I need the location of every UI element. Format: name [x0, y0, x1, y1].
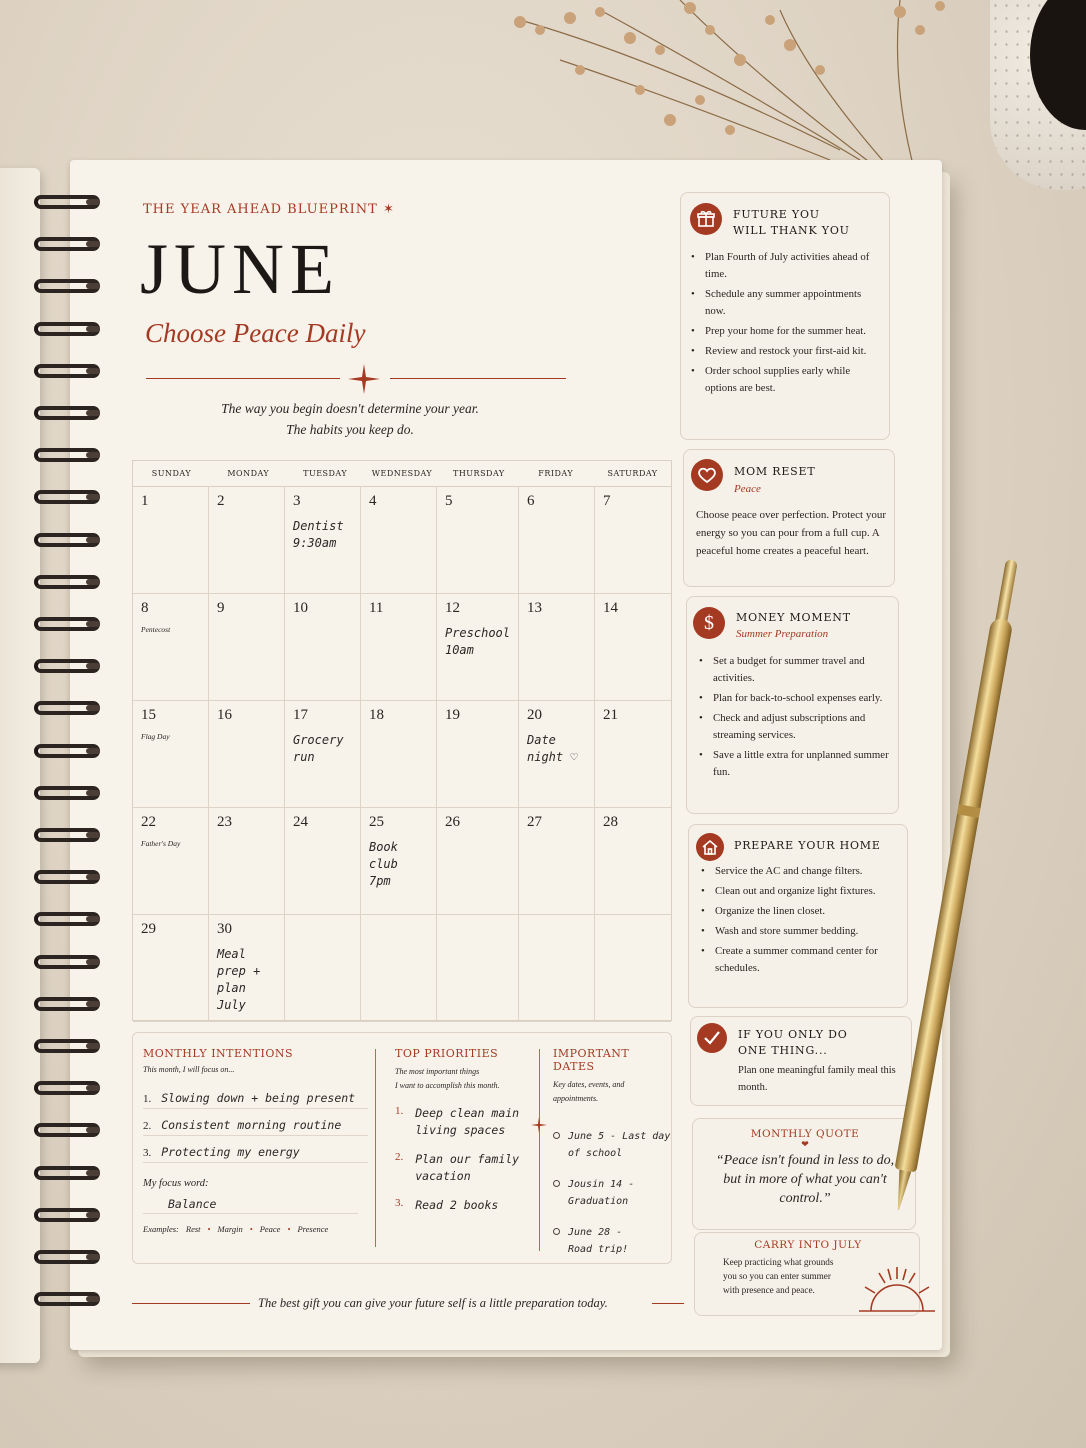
- examples-label: Examples:: [143, 1224, 179, 1234]
- mom-reset-title: MOM RESET: [734, 465, 816, 478]
- footer-rule-right: [652, 1303, 684, 1304]
- check-icon: [697, 1023, 727, 1053]
- weekday-header: [133, 461, 671, 487]
- binding-ring: [34, 1250, 100, 1264]
- calendar-day-cell[interactable]: [285, 701, 361, 808]
- priority-item: [395, 1151, 545, 1185]
- binding-ring: [34, 617, 100, 631]
- separator-dot: •: [207, 1224, 211, 1234]
- bullet-item: • Schedule any summer appointments now.: [691, 286, 881, 320]
- item-number: 2.: [395, 1151, 404, 1163]
- intention-item: [143, 1118, 368, 1136]
- binding-ring: [34, 1081, 100, 1095]
- day-number: 24: [292, 814, 308, 830]
- day-number: 9: [216, 600, 225, 616]
- calendar-day-cell[interactable]: [285, 915, 361, 1022]
- separator-dot: •: [249, 1224, 253, 1234]
- calendar-day-cell[interactable]: [595, 808, 671, 915]
- day-number: 3: [292, 493, 301, 509]
- bullet-item: • Clean out and organize light fixtures.: [701, 883, 901, 900]
- day-number: 30: [216, 921, 232, 937]
- day-number: 19: [444, 707, 460, 723]
- binding-ring: [34, 364, 100, 378]
- binding-ring: [34, 744, 100, 758]
- day-number: 12: [444, 600, 460, 616]
- quote-title: MONTHLY QUOTE: [750, 1128, 860, 1140]
- day-number: 20: [527, 707, 542, 723]
- calendar-day-cell[interactable]: [437, 594, 519, 701]
- bullet-item: • Set a budget for summer travel and activities.: [699, 653, 891, 687]
- handwritten-note: Date night ♡: [527, 733, 578, 764]
- intentions-list: [143, 1091, 368, 1163]
- money-moment-title: MONEY MOMENT: [736, 611, 851, 624]
- day-number: 26: [444, 814, 460, 830]
- quote-text: “Peace isn't found in less to do, but in more of what you can't control.”: [715, 1153, 895, 1206]
- day-number: 22: [141, 814, 156, 830]
- day-number: 28: [603, 814, 618, 830]
- bullet-item: • Service the AC and change filters.: [701, 863, 901, 880]
- weekday-label: SATURDAY: [607, 469, 658, 478]
- item-number: 3.: [395, 1197, 404, 1209]
- priority-text: Plan our family vacation: [415, 1152, 520, 1183]
- priorities-title: TOP PRIORITIES: [395, 1047, 499, 1060]
- holiday-label: Father's Day: [141, 839, 181, 848]
- calendar-day-cell[interactable]: [361, 915, 437, 1022]
- day-number: 17: [292, 707, 308, 723]
- day-number: 10: [292, 600, 308, 616]
- dates-subtitle: Key dates, events, and appointments.: [553, 1080, 625, 1103]
- bullet-item: • Save a little extra for unplanned summer fun.: [699, 747, 891, 781]
- calendar-day-cell[interactable]: [209, 915, 285, 1022]
- day-number: 6: [527, 493, 535, 509]
- calendar-day-cell[interactable]: [285, 487, 361, 594]
- bullet-item: • Check and adjust subscriptions and streaming services.: [699, 710, 891, 744]
- bullet-item: • Prep your home for the summer heat.: [691, 323, 881, 340]
- heart-icon: [691, 459, 723, 491]
- calendar-day-cell[interactable]: [209, 594, 285, 701]
- house-icon: [696, 833, 724, 861]
- handwritten-note: Preschool 10am: [444, 626, 510, 657]
- example-word: Presence: [297, 1224, 329, 1234]
- priorities-list: [395, 1105, 545, 1214]
- important-date-item: [553, 1176, 671, 1210]
- day-number: 13: [527, 600, 542, 616]
- item-number: 3.: [143, 1147, 152, 1159]
- bullet-circle: [553, 1180, 560, 1187]
- calendar-day-cell[interactable]: [133, 701, 209, 808]
- tagline: The way you begin doesn't determine your year. The habits you keep do.: [221, 401, 479, 437]
- money-moment-card: [686, 596, 899, 814]
- day-number: 15: [141, 707, 156, 723]
- important-dates: [553, 1047, 671, 1272]
- priority-item: [395, 1197, 545, 1214]
- day-number: 27: [527, 814, 542, 830]
- month-title: JUNE: [140, 229, 340, 309]
- calendar-day-cell[interactable]: [133, 808, 209, 915]
- top-priorities: [395, 1047, 545, 1226]
- weekday-label: MONDAY: [227, 469, 270, 478]
- intention-text: Protecting my energy: [161, 1145, 300, 1159]
- weekday-label: WEDNESDAY: [371, 469, 433, 478]
- one-thing-body: Plan one meaningful family meal this month.: [738, 1065, 896, 1093]
- priority-text: Deep clean main living spaces: [415, 1106, 520, 1137]
- carry-title: CARRY INTO JULY: [754, 1239, 862, 1251]
- focus-word: Balance: [143, 1197, 358, 1214]
- one-thing-title: IF YOU ONLY DO ONE THING...: [738, 1028, 848, 1057]
- day-number: 21: [603, 707, 618, 723]
- focus-examples: [143, 1224, 368, 1234]
- weekday-label: TUESDAY: [303, 469, 348, 478]
- quote-icon: ❤: [801, 1140, 809, 1150]
- gift-icon: [690, 203, 722, 235]
- sunrise-icon: [855, 1259, 939, 1315]
- important-date-item: [553, 1224, 671, 1258]
- binding-ring: [34, 575, 100, 589]
- binding-ring: [34, 701, 100, 715]
- focus-label: My focus word:: [143, 1178, 209, 1189]
- calendar-day-cell[interactable]: [285, 808, 361, 915]
- calendar-day-cell[interactable]: [361, 487, 437, 594]
- binding-ring: [34, 1166, 100, 1180]
- binding-ring: [34, 912, 100, 926]
- priorities-subtitle: The most important things I want to accomplish this month.: [395, 1067, 500, 1090]
- holiday-label: Flag Day: [141, 732, 170, 741]
- calendar-day-cell[interactable]: [133, 487, 209, 594]
- month-theme: Choose Peace Daily: [145, 318, 366, 348]
- mom-reset-card: [683, 449, 895, 587]
- calendar-day-cell[interactable]: [133, 915, 209, 1022]
- calendar-day-cell[interactable]: [595, 701, 671, 808]
- item-number: 1.: [395, 1105, 404, 1117]
- weekday-label: THURSDAY: [452, 469, 505, 478]
- day-number: 4: [368, 493, 377, 509]
- dates-title: IMPORTANT DATES: [553, 1047, 630, 1073]
- day-number: 18: [368, 707, 384, 723]
- future-you-list: [691, 249, 881, 400]
- calendar-day-cell[interactable]: [595, 487, 671, 594]
- intention-item: [143, 1091, 368, 1109]
- day-number: 23: [216, 814, 232, 830]
- intentions-subtitle: This month, I will focus on...: [143, 1065, 235, 1074]
- binding-ring: [34, 1123, 100, 1137]
- intention-text: Slowing down + being present: [161, 1091, 356, 1105]
- footer-rule-left: [132, 1303, 250, 1304]
- calendar-day-cell[interactable]: [133, 594, 209, 701]
- separator-dot: •: [287, 1224, 291, 1234]
- calendar-day-cell[interactable]: [437, 701, 519, 808]
- date-text: Jousin 14 - Graduation: [568, 1179, 635, 1207]
- important-date-item: [553, 1128, 671, 1162]
- month-calendar: [132, 460, 672, 1021]
- binding-ring: [34, 659, 100, 673]
- star-icon: [531, 1117, 547, 1133]
- handwritten-note: Book club 7pm: [368, 840, 398, 888]
- example-word: Peace: [259, 1224, 281, 1234]
- mom-reset-body: Choose peace over perfection. Protect your energy so you can pour from a full cup. A peaceful home creates a peaceful heart.: [696, 509, 886, 557]
- divider-right: [390, 378, 566, 379]
- dollar-icon: $: [693, 607, 725, 639]
- calendar-day-cell[interactable]: [209, 701, 285, 808]
- binding-ring: [34, 1292, 100, 1306]
- future-you-title: FUTURE YOU WILL THANK YOU: [733, 208, 850, 237]
- day-number: 5: [444, 493, 453, 509]
- intentions-title: MONTHLY INTENTIONS: [143, 1047, 294, 1060]
- calendar-day-cell[interactable]: [285, 594, 361, 701]
- calendar-day-cell[interactable]: [595, 594, 671, 701]
- star-icon: [348, 364, 380, 394]
- date-text: June 5 - Last day of school: [568, 1131, 671, 1159]
- calendar-day-cell[interactable]: [209, 808, 285, 915]
- handwritten-note: Grocery run: [292, 733, 344, 764]
- calendar-grid: [133, 487, 671, 1022]
- calendar-day-cell[interactable]: [437, 487, 519, 594]
- binding-ring: [34, 997, 100, 1011]
- bullet-item: • Review and restock your first-aid kit.: [691, 343, 881, 360]
- planner-eyebrow: THE YEAR AHEAD BLUEPRINT ✶: [143, 202, 395, 217]
- binding-ring: [34, 828, 100, 842]
- panel-divider: [375, 1049, 376, 1247]
- item-number: 2.: [143, 1120, 152, 1132]
- day-number: 1: [141, 493, 149, 509]
- example-word: Margin: [217, 1224, 243, 1234]
- dates-list: [553, 1128, 671, 1258]
- day-number: 25: [368, 814, 384, 830]
- money-moment-list: [699, 653, 891, 784]
- carry-into-july-card: [694, 1232, 920, 1316]
- priority-item: [395, 1105, 545, 1139]
- bullet-circle: [553, 1228, 560, 1235]
- calendar-day-cell[interactable]: [519, 487, 595, 594]
- future-you-card: [680, 192, 890, 440]
- binding-ring: [34, 786, 100, 800]
- day-number: 29: [141, 921, 156, 937]
- binding-ring: [34, 322, 100, 336]
- prepare-home-title: PREPARE YOUR HOME: [734, 839, 881, 852]
- binding-ring: [34, 448, 100, 462]
- binding-ring: [34, 955, 100, 969]
- intention-text: Consistent morning routine: [161, 1118, 342, 1132]
- calendar-day-cell[interactable]: [595, 915, 671, 1022]
- day-number: 14: [603, 600, 618, 616]
- intention-item: [143, 1145, 368, 1163]
- calendar-day-cell[interactable]: [437, 915, 519, 1022]
- day-number: 8: [141, 600, 149, 616]
- one-thing-card: [690, 1016, 912, 1106]
- binding-ring: [34, 195, 100, 209]
- bullet-item: • Plan Fourth of July activities ahead of time.: [691, 249, 881, 283]
- day-number: 2: [216, 493, 225, 509]
- binding-ring: [34, 533, 100, 547]
- calendar-day-cell[interactable]: [361, 808, 437, 915]
- divider-left: [146, 378, 340, 379]
- prepare-home-list: [701, 863, 901, 980]
- monthly-planning-panel: [132, 1032, 672, 1264]
- binding-ring: [34, 870, 100, 884]
- monthly-intentions: [143, 1047, 368, 1234]
- weekday-label: SUNDAY: [151, 469, 192, 478]
- item-number: 1.: [143, 1093, 152, 1105]
- footer-quote: The best gift you can give your future self is a little preparation today.: [258, 1296, 608, 1310]
- holiday-label: Pentecost: [141, 625, 171, 634]
- priority-text: Read 2 books: [415, 1198, 499, 1212]
- bullet-item: • Create a summer command center for schedules.: [701, 943, 901, 977]
- calendar-day-cell[interactable]: [519, 915, 595, 1022]
- day-number: 7: [603, 493, 611, 509]
- calendar-day-cell[interactable]: [361, 594, 437, 701]
- bullet-item: • Plan for back-to-school expenses early.: [699, 690, 891, 707]
- binding-ring: [34, 1039, 100, 1053]
- calendar-day-cell[interactable]: [519, 701, 595, 808]
- weekday-label: FRIDAY: [538, 469, 574, 478]
- binding-ring: [34, 1208, 100, 1222]
- day-number: 11: [368, 600, 384, 616]
- bullet-item: • Order school supplies early while options are best.: [691, 363, 881, 397]
- binding-ring: [34, 279, 100, 293]
- binding-ring: [34, 406, 100, 420]
- bullet-item: • Wash and store summer bedding.: [701, 923, 901, 940]
- calendar-day-cell[interactable]: [519, 594, 595, 701]
- date-text: June 28 - Road trip!: [568, 1227, 629, 1255]
- spiral-binding: [34, 195, 104, 1335]
- handwritten-note: Meal prep + plan July: [216, 947, 261, 1012]
- calendar-day-cell[interactable]: [209, 487, 285, 594]
- prepare-home-card: [688, 824, 908, 1008]
- calendar-day-cell[interactable]: [437, 808, 519, 915]
- panel-divider: [539, 1049, 540, 1251]
- day-number: 16: [216, 707, 232, 723]
- binding-ring: [34, 490, 100, 504]
- calendar-day-cell[interactable]: [361, 701, 437, 808]
- carry-body: Keep practicing what grounds you so you can enter summer with presence and peace.: [723, 1257, 834, 1295]
- monthly-quote-card: [692, 1118, 916, 1230]
- bullet-item: • Organize the linen closet.: [701, 903, 901, 920]
- example-word: Rest: [185, 1224, 201, 1234]
- bullet-circle: [553, 1132, 560, 1139]
- mom-reset-subtitle: Peace: [734, 483, 761, 495]
- calendar-day-cell[interactable]: [519, 808, 595, 915]
- binding-ring: [34, 237, 100, 251]
- money-moment-subtitle: Summer Preparation: [736, 628, 829, 640]
- handwritten-note: Dentist 9:30am: [292, 519, 344, 550]
